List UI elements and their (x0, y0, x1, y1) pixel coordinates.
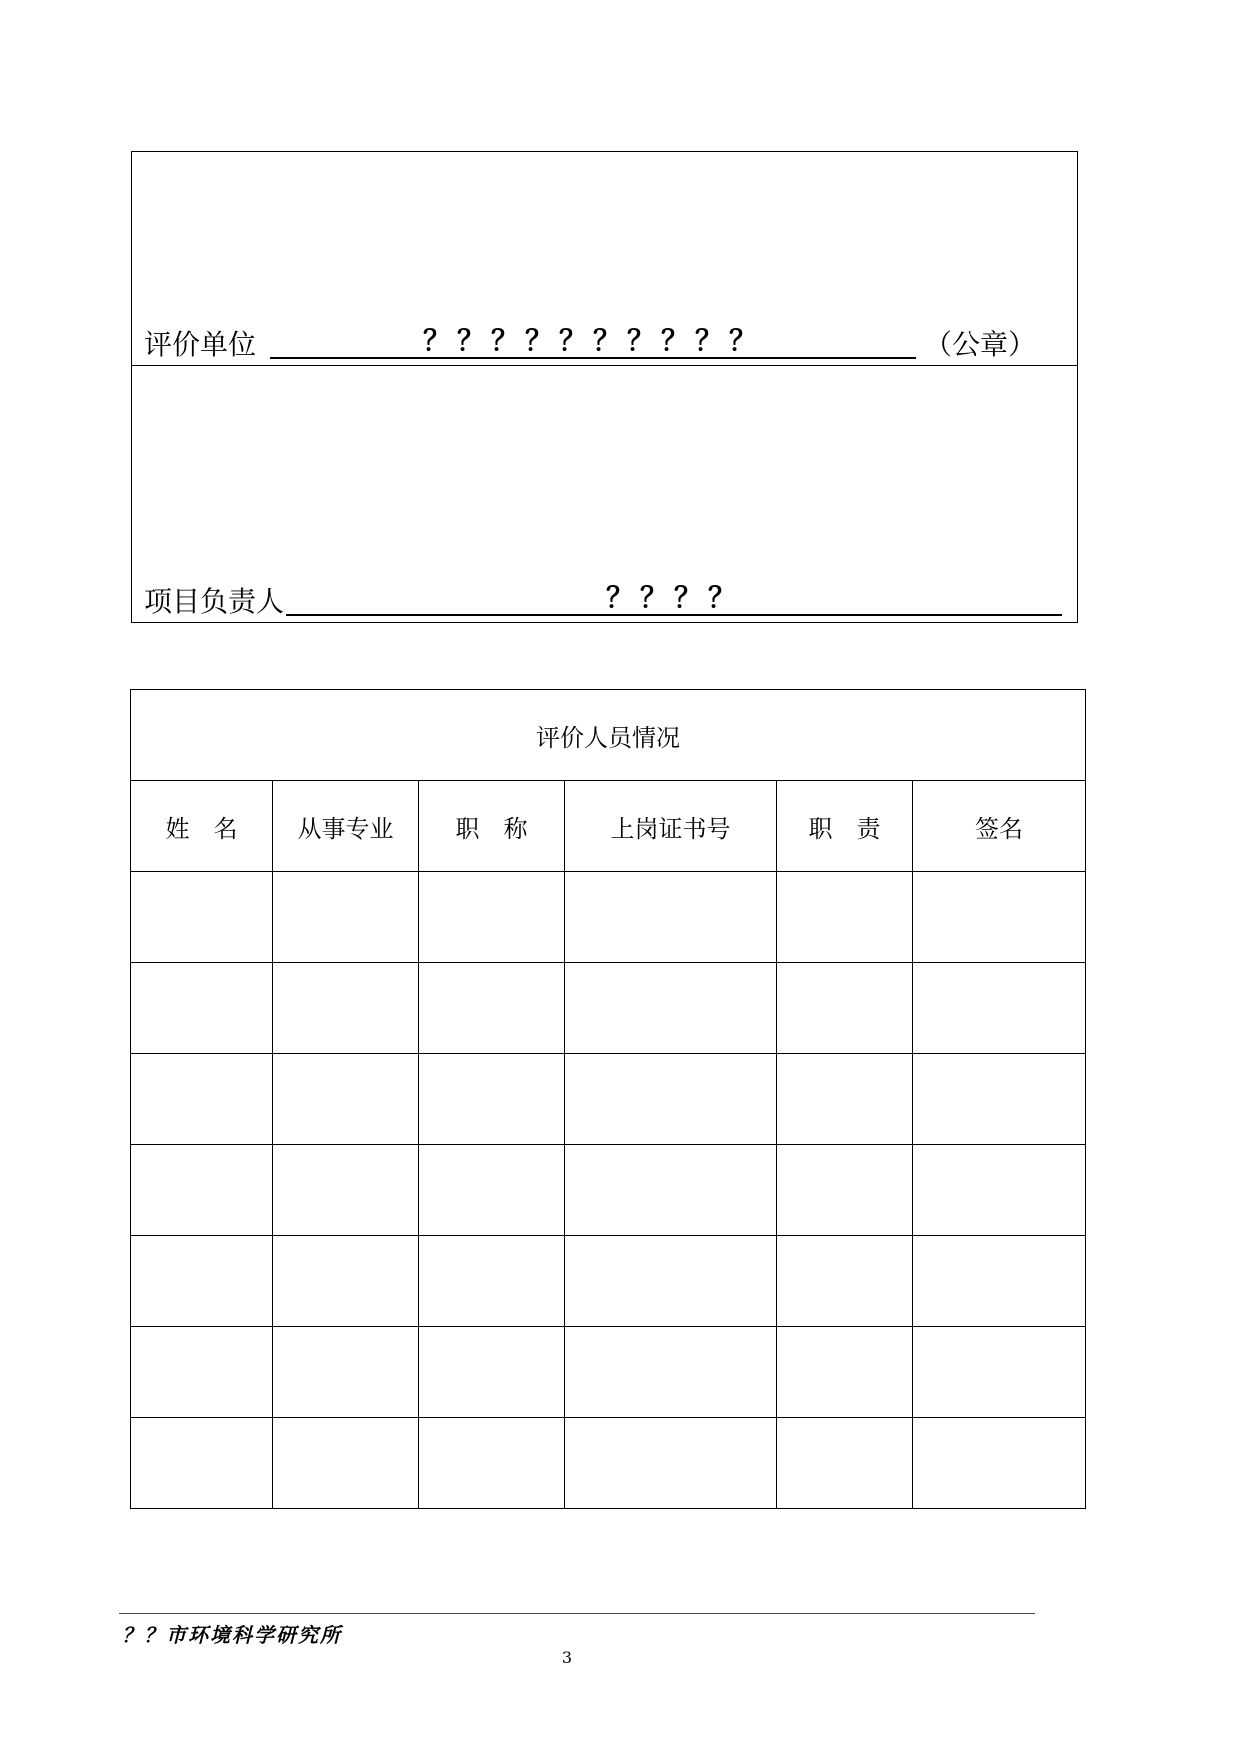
header-title: 职 称 (419, 781, 565, 872)
header-signature: 签名 (913, 781, 1086, 872)
table-cell (777, 872, 913, 963)
table-cell (273, 1054, 419, 1145)
table-cell (131, 963, 273, 1054)
header-duty: 职 责 (777, 781, 913, 872)
footer-divider (119, 1613, 1035, 1614)
table-row (131, 1327, 1086, 1418)
table-cell (913, 963, 1086, 1054)
project-leader-row (132, 365, 1077, 622)
table-cell (273, 1236, 419, 1327)
table-cell (565, 1418, 777, 1509)
table-cell (777, 1054, 913, 1145)
table-cell (777, 963, 913, 1054)
evaluation-unit-label: 评价单位 (144, 328, 257, 361)
table-cell (131, 1418, 273, 1509)
table-row (131, 1236, 1086, 1327)
table-cell (565, 1327, 777, 1418)
table-cell (565, 1145, 777, 1236)
table-cell (131, 872, 273, 963)
table-cell (131, 1145, 273, 1236)
project-leader-line (144, 581, 1062, 618)
evaluation-unit-line (144, 324, 1037, 361)
table-row (131, 1418, 1086, 1509)
table-cell (419, 1054, 565, 1145)
table-row (131, 963, 1086, 1054)
evaluation-unit-value: ？？？？？？？？？？ (270, 327, 916, 359)
table-cell (273, 1327, 419, 1418)
project-leader-value: ？？？？ (286, 584, 1062, 616)
official-seal-label: （公章） (924, 328, 1037, 361)
table-cell (131, 1236, 273, 1327)
header-certificate: 上岗证书号 (565, 781, 777, 872)
table-cell (419, 963, 565, 1054)
staff-rows (131, 872, 1086, 1509)
table-header-row (131, 781, 1086, 872)
table-cell (565, 1236, 777, 1327)
table-cell (419, 1145, 565, 1236)
table-title-row (131, 690, 1086, 781)
table-cell (565, 963, 777, 1054)
table-cell (913, 1418, 1086, 1509)
header-name: 姓 名 (131, 781, 273, 872)
table-row (131, 872, 1086, 963)
project-leader-label: 项目负责人 (144, 585, 285, 618)
table-row (131, 1145, 1086, 1236)
table-cell (419, 1418, 565, 1509)
table-title: 评价人员情况 (131, 690, 1086, 781)
staff-table (130, 689, 1086, 1509)
table-cell (419, 1236, 565, 1327)
table-cell (913, 1327, 1086, 1418)
table-cell (913, 1145, 1086, 1236)
table-cell (273, 1145, 419, 1236)
evaluation-unit-row (132, 152, 1077, 366)
table-cell (419, 1327, 565, 1418)
table-cell (565, 872, 777, 963)
table-cell (273, 1418, 419, 1509)
table-cell (777, 1418, 913, 1509)
table-cell (777, 1145, 913, 1236)
table-cell (777, 1236, 913, 1327)
table-cell (777, 1327, 913, 1418)
footer-organization: ？？市环境科学研究所 (122, 1623, 342, 1647)
table-row (131, 1054, 1086, 1145)
header-specialty: 从事专业 (273, 781, 419, 872)
table-cell (913, 1054, 1086, 1145)
table-cell (419, 872, 565, 963)
table-cell (131, 1327, 273, 1418)
table-cell (131, 1054, 273, 1145)
table-cell (913, 872, 1086, 963)
table-cell (565, 1054, 777, 1145)
table-cell (273, 872, 419, 963)
page-number: 3 (561, 1648, 573, 1667)
table-cell (273, 963, 419, 1054)
signature-box (131, 151, 1078, 623)
table-cell (913, 1236, 1086, 1327)
